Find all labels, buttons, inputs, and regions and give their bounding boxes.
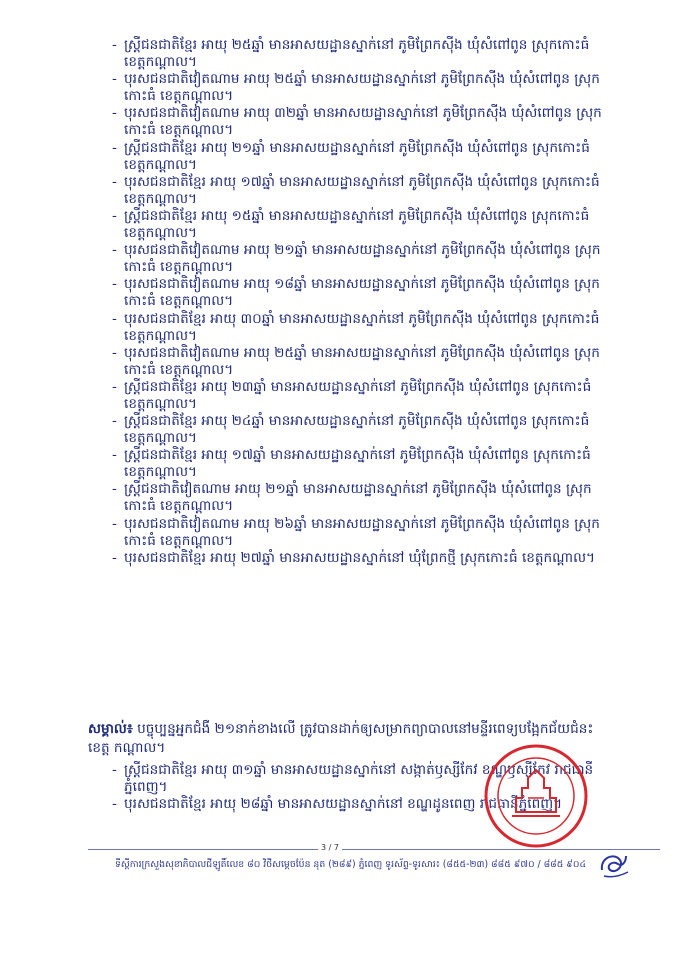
list-item-line-2: ខេត្តកណ្ដាល។ [124, 190, 198, 207]
list-item-line-2: កោះធំ ខេត្តកណ្ដាល។ [124, 88, 234, 105]
ministry-seal [482, 742, 590, 850]
list-item [112, 481, 652, 515]
list-item [112, 550, 652, 584]
list-bullet: - [112, 37, 117, 53]
list-item-line-2: ខេត្តកណ្ដាល។ [124, 395, 198, 412]
list-bullet: - [112, 344, 117, 361]
list-item [112, 208, 652, 242]
list-item [112, 379, 652, 413]
list-item [112, 413, 652, 447]
list-item-line-1: បុរសជនជាតិវៀតណាម អាយុ ២៥ឆ្នាំ មានអាសយដ្ឋានស្នាក់នៅ ភូមិព្រែកស៊ីង ឃុំសំពៅពូន ស្រុក [124, 71, 600, 88]
list-item-line-1: ស្ត្រីជនជាតិខ្មែរ អាយុ ២១ឆ្នាំ មានអាសយដ្ឋានស្នាក់នៅ ភូមិព្រែកស៊ីង ឃុំសំពៅពូន ស្រុកកោះធំ [124, 139, 590, 156]
list-bullet: - [112, 413, 117, 430]
list-item [112, 242, 652, 276]
list-bullet: - [112, 481, 117, 498]
signature-mark [596, 846, 632, 882]
list-bullet: - [112, 549, 117, 566]
list-bullet: - [112, 310, 117, 327]
list-item-line-1: ស្ត្រីជនជាតិខ្មែរ អាយុ ១៧ឆ្នាំ មានអាសយដ្ឋានស្នាក់នៅ ភូមិព្រែកស៊ីង ឃុំសំពៅពូន ស្រុកកោះធំ [124, 447, 591, 464]
list-item [112, 105, 652, 139]
case-list [112, 37, 652, 584]
list-item [112, 345, 652, 379]
list-item-line-1: បុរសជនជាតិខ្មែរ អាយុ ២៨ឆ្នាំ មានអាសយដ្ឋានស្នាក់នៅ ខណ្ឌដូនពេញ រាជធានីភ្នំពេញ។ [124, 796, 563, 813]
note-line-2: ខេត្ត កណ្ដាល។ [88, 740, 166, 756]
list-item [112, 37, 652, 71]
list-item-line-2: កោះធំ ខេត្តកណ្ដាល។ [124, 532, 234, 549]
list-item-line-2: ខេត្តកណ្ដាល។ [124, 54, 198, 70]
list-item-line-1: ស្ត្រីជនជាតិខ្មែរ អាយុ ២៣ឆ្នាំ មានអាសយដ្ឋានស្នាក់នៅ ភូមិព្រែកស៊ីង ឃុំសំពៅពូន ស្រុកកោះធំ [124, 378, 592, 395]
list-item-line-1: ស្ត្រីជនជាតិខ្មែរ អាយុ ៣១ឆ្នាំ មានអាសយដ្ឋានស្នាក់នៅ សង្កាត់ឫស្សីកែវ ខណ្ឌឫស្សីកែវ រាជធានី [124, 762, 594, 778]
list-item [112, 516, 652, 550]
list-item-line-1: បុរសជនជាតិវៀតណាម អាយុ ៣២ឆ្នាំ មានអាសយដ្ឋានស្នាក់នៅ ភូមិព្រែកស៊ីង ឃុំសំពៅពូន ស្រុក [124, 105, 602, 122]
list-item-line-2: កោះធំ ខេត្តកណ្ដាល។ [124, 293, 234, 310]
list-bullet: - [112, 173, 117, 190]
list-item [112, 174, 652, 208]
list-bullet: - [112, 207, 117, 224]
list-bullet: - [112, 762, 117, 778]
list-item-line-2: ខេត្តកណ្ដាល។ [124, 430, 198, 447]
footer-address: ទីស្តីការក្រសួងសុខាភិបាលជីឡូតិ៍លេខ ៨០ វិថីសម្តេចប៉ែន នុត (២៨៩) ភ្នំពេញ ទូរស័ព្ទ-ទូរសារ៖ (៨៥៥-២៣) ៨៨៥ ៩៧០ / ៨៨៥ ៩០៤ [115, 859, 587, 870]
list-item-line-1: បុរសជនជាតិខ្មែរ អាយុ ៣០ឆ្នាំ មានអាសយដ្ឋានស្នាក់នៅ ភូមិព្រែកស៊ីង ឃុំសំពៅពូន ស្រុកកោះធំ [124, 310, 600, 327]
list-bullet: - [112, 242, 117, 259]
list-item-line-1: បុរសជនជាតិវៀតណាម អាយុ ២៥ឆ្នាំ មានអាសយដ្ឋានស្នាក់នៅ ភូមិព្រែកស៊ីង ឃុំសំពៅពូន ស្រុក [124, 344, 600, 361]
page-number: 3 / 7 [318, 843, 342, 852]
list-item-line-2: កោះធំ ខេត្តកណ្ដាល។ [124, 259, 234, 276]
list-bullet: - [112, 378, 117, 395]
list-item-line-1: ស្ត្រីជនជាតិវៀតណាម អាយុ ២១ឆ្នាំ មានអាសយដ្ឋានស្នាក់នៅ ភូមិព្រែកស៊ីង ឃុំសំពៅពូន ស្រុក [124, 481, 592, 498]
list-bullet: - [112, 276, 117, 293]
list-bullet: - [112, 515, 117, 532]
list-item-line-2: ភ្នំពេញ។ [124, 779, 168, 795]
note-line-1: បច្ចុប្បន្នអ្នកជំងឺ ២១នាក់ខាងលើ ត្រូវបានដាក់ឲ្យសម្រាកព្យាបាលនៅមន្ទីរពេទ្យបង្អែកជ័យជំនះ [137, 721, 594, 737]
list-item [112, 311, 652, 345]
list-item-line-1: បុរសជនជាតិវៀតណាម អាយុ ២១ឆ្នាំ មានអាសយដ្ឋានស្នាក់នៅ ភូមិព្រែកស៊ីង ឃុំសំពៅពូន ស្រុក [124, 242, 601, 259]
list-item-line-2: កោះធំ ខេត្តកណ្ដាល។ [124, 122, 234, 139]
list-bullet: - [112, 105, 117, 122]
list-item-line-2: ខេត្តកណ្ដាល។ [124, 464, 198, 481]
list-item-line-1: បុរសជនជាតិខ្មែរ អាយុ ១៧ឆ្នាំ មានអាសយដ្ឋានស្នាក់នៅ ភូមិព្រែកស៊ីង ឃុំសំពៅពូន ស្រុកកោះធំ [124, 173, 600, 190]
list-item-line-2: កោះធំ ខេត្តកណ្ដាល។ [124, 361, 234, 378]
list-item [112, 276, 652, 310]
list-item [112, 71, 652, 105]
list-item-line-1: បុរសជនជាតិវៀតណាម អាយុ ១៨ឆ្នាំ មានអាសយដ្ឋានស្នាក់នៅ ភូមិព្រែកស៊ីង ឃុំសំពៅពូន ស្រុក [124, 276, 600, 293]
list-item-line-2: កោះធំ ខេត្តកណ្ដាល។ [124, 498, 234, 515]
list-item-line-1: ស្ត្រីជនជាតិខ្មែរ អាយុ ២៤ឆ្នាំ មានអាសយដ្ឋានស្នាក់នៅ ភូមិព្រែកស៊ីង ឃុំសំពៅពូន ស្រុកកោះធំ [124, 413, 590, 430]
list-bullet: - [112, 447, 117, 464]
note-label: សម្គាល់៖ [88, 721, 133, 737]
list-bullet: - [112, 796, 117, 813]
list-item-line-1: បុរសជនជាតិខ្មែរ អាយុ ២៧ឆ្នាំ មានអាសយដ្ឋានស្នាក់នៅ ឃុំព្រែកថ្មី ស្រុកកោះធំ ខេត្តកណ្ដាល។ [124, 549, 595, 566]
list-item-line-2: ខេត្តកណ្ដាល។ [124, 224, 198, 241]
list-item-line-1: បុរសជនជាតិវៀតណាម អាយុ ២៦ឆ្នាំ មានអាសយដ្ឋានស្នាក់នៅ ភូមិព្រែកស៊ីង ឃុំសំពៅពូន ស្រុក [124, 515, 600, 532]
list-item [112, 140, 652, 174]
list-item-line-2: ខេត្តកណ្ដាល។ [124, 327, 198, 344]
footer-rule [88, 849, 660, 850]
list-item-line-1: ស្ត្រីជនជាតិខ្មែរ អាយុ ១៥ឆ្នាំ មានអាសយដ្ឋានស្នាក់នៅ ភូមិព្រែកស៊ីង ឃុំសំពៅពូន ស្រុកកោះធំ [124, 207, 590, 224]
list-item-line-2: ខេត្តកណ្ដាល។ [124, 156, 198, 173]
list-item [112, 447, 652, 481]
list-item-line-1: ស្ត្រីជនជាតិខ្មែរ អាយុ ២៥ឆ្នាំ មានអាសយដ្ឋានស្នាក់នៅ ភូមិព្រែកស៊ីង ឃុំសំពៅពូន ស្រុកកោះធំ [124, 37, 590, 53]
list-bullet: - [112, 139, 117, 156]
list-bullet: - [112, 71, 117, 88]
